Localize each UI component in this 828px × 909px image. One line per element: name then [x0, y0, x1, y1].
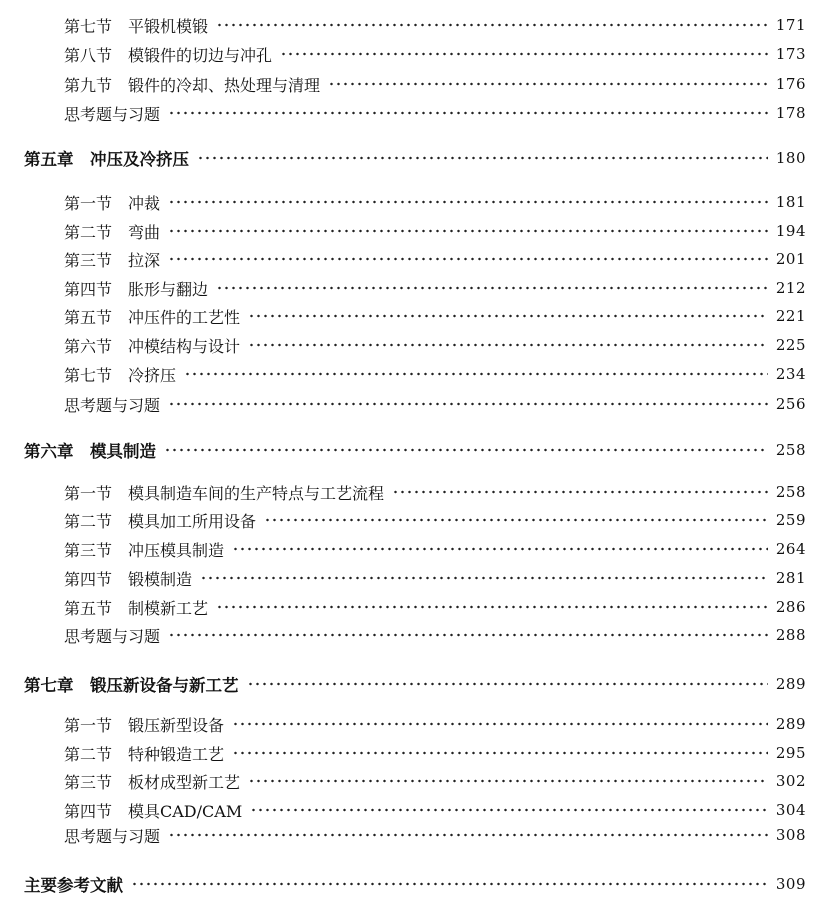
- entry-title: 第二节 特种锻造工艺: [64, 744, 225, 764]
- toc-entry: [0, 361, 828, 387]
- page-number: 256: [775, 395, 806, 413]
- page-number: 176: [775, 75, 806, 93]
- page-number: 288: [775, 626, 806, 644]
- dot-leader: [168, 229, 768, 233]
- page-number: 194: [775, 222, 806, 240]
- dot-leader: [216, 286, 768, 290]
- entry-title: 第七节 冷挤压: [64, 365, 177, 385]
- dot-leader: [200, 576, 768, 580]
- chapter-title: 第六章 模具制造: [24, 442, 156, 461]
- toc-entry: [0, 822, 828, 848]
- dot-leader: [232, 547, 768, 551]
- page-number: 302: [775, 772, 806, 790]
- entry-title: 第八节 模锻件的切边与冲孔: [64, 45, 273, 65]
- dot-leader: [164, 448, 768, 452]
- chapter-title: 主要参考文献: [24, 876, 123, 895]
- toc-chapter: [0, 145, 828, 171]
- toc-chapter: [0, 437, 828, 463]
- toc-entry: [0, 71, 828, 97]
- toc-entry: [0, 189, 828, 215]
- dot-leader: [328, 82, 768, 86]
- page-number: 234: [775, 365, 806, 383]
- dot-leader: [232, 722, 768, 726]
- dot-leader: [392, 490, 768, 494]
- page-number: 258: [775, 483, 806, 501]
- toc-entry: [0, 246, 828, 272]
- toc-entry: [0, 218, 828, 244]
- entry-title: 第五节 制模新工艺: [64, 598, 209, 618]
- dot-leader: [232, 751, 768, 755]
- toc-chapter: [0, 671, 828, 697]
- entry-title: 第三节 拉深: [64, 250, 161, 270]
- page-number: 309: [775, 875, 806, 893]
- page-number: 304: [775, 801, 806, 819]
- page-number: 171: [775, 16, 806, 34]
- page-number: 295: [775, 744, 806, 762]
- toc-entry: [0, 479, 828, 505]
- toc-entry: [0, 100, 828, 126]
- toc-entry: [0, 797, 828, 823]
- dot-leader: [197, 156, 768, 160]
- entry-title: 第七节 平锻机模锻: [64, 16, 209, 36]
- toc-entry: [0, 594, 828, 620]
- toc-entry: [0, 768, 828, 794]
- page-number: 181: [775, 193, 806, 211]
- dot-leader: [168, 402, 768, 406]
- dot-leader: [264, 518, 768, 522]
- dot-leader: [248, 343, 768, 347]
- page-number: 201: [775, 250, 806, 268]
- dot-leader: [168, 833, 768, 837]
- dot-leader: [248, 779, 768, 783]
- dot-leader: [168, 633, 768, 637]
- toc-entry: [0, 622, 828, 648]
- page-number: 173: [775, 45, 806, 63]
- entry-title: 第九节 锻件的冷却、热处理与清理: [64, 75, 321, 95]
- page-number: 281: [775, 569, 806, 587]
- dot-leader: [184, 372, 768, 376]
- toc-chapter: [0, 871, 828, 897]
- entry-title: 第三节 冲压模具制造: [64, 540, 225, 560]
- entry-title: 第二节 模具加工所用设备: [64, 511, 257, 531]
- entry-title: 第一节 模具制造车间的生产特点与工艺流程: [64, 483, 385, 503]
- toc-entry: [0, 711, 828, 737]
- page-number: 225: [775, 336, 806, 354]
- dot-leader: [280, 52, 768, 56]
- dot-leader: [168, 257, 768, 261]
- dot-leader: [168, 200, 768, 204]
- page-number: 259: [775, 511, 806, 529]
- toc-entry: [0, 565, 828, 591]
- dot-leader: [168, 111, 768, 115]
- chapter-title: 第七章 锻压新设备与新工艺: [24, 676, 239, 695]
- entry-title: 第四节 锻模制造: [64, 569, 193, 589]
- page-number: 286: [775, 598, 806, 616]
- page-number: 289: [775, 715, 806, 733]
- entry-title: 第四节 胀形与翻边: [64, 279, 209, 299]
- toc-entry: [0, 303, 828, 329]
- entry-title: 思考题与习题: [64, 826, 161, 846]
- toc-entry: [0, 275, 828, 301]
- toc-entry: [0, 41, 828, 67]
- page-number: 180: [775, 149, 806, 167]
- dot-leader: [216, 23, 768, 27]
- page-number: 178: [775, 104, 806, 122]
- page-number: 221: [775, 307, 806, 325]
- dot-leader: [216, 605, 768, 609]
- entry-title: 第一节 锻压新型设备: [64, 715, 225, 735]
- dot-leader: [131, 882, 768, 886]
- dot-leader: [250, 808, 768, 812]
- toc-entry: [0, 391, 828, 417]
- entry-title: 第一节 冲裁: [64, 193, 161, 213]
- toc-entry: [0, 507, 828, 533]
- page-number: 258: [775, 441, 806, 459]
- toc-entry: [0, 12, 828, 38]
- entry-title: 思考题与习题: [64, 626, 161, 646]
- toc-entry: [0, 536, 828, 562]
- toc-entry: [0, 332, 828, 358]
- page-number: 264: [775, 540, 806, 558]
- entry-title: 思考题与习题: [64, 395, 161, 415]
- entry-title: 思考题与习题: [64, 104, 161, 124]
- entry-title: 第五节 冲压件的工艺性: [64, 307, 241, 327]
- entry-title: 第三节 板材成型新工艺: [64, 772, 241, 792]
- page-number: 212: [775, 279, 806, 297]
- entry-title: 第六节 冲模结构与设计: [64, 336, 241, 356]
- entry-title: 第二节 弯曲: [64, 222, 161, 242]
- dot-leader: [248, 314, 768, 318]
- page-number: 308: [775, 826, 806, 844]
- toc-entry: [0, 740, 828, 766]
- page-number: 289: [775, 675, 806, 693]
- dot-leader: [247, 682, 768, 686]
- entry-title: 第四节 模具CAD/CAM: [64, 801, 243, 821]
- chapter-title: 第五章 冲压及冷挤压: [24, 150, 189, 169]
